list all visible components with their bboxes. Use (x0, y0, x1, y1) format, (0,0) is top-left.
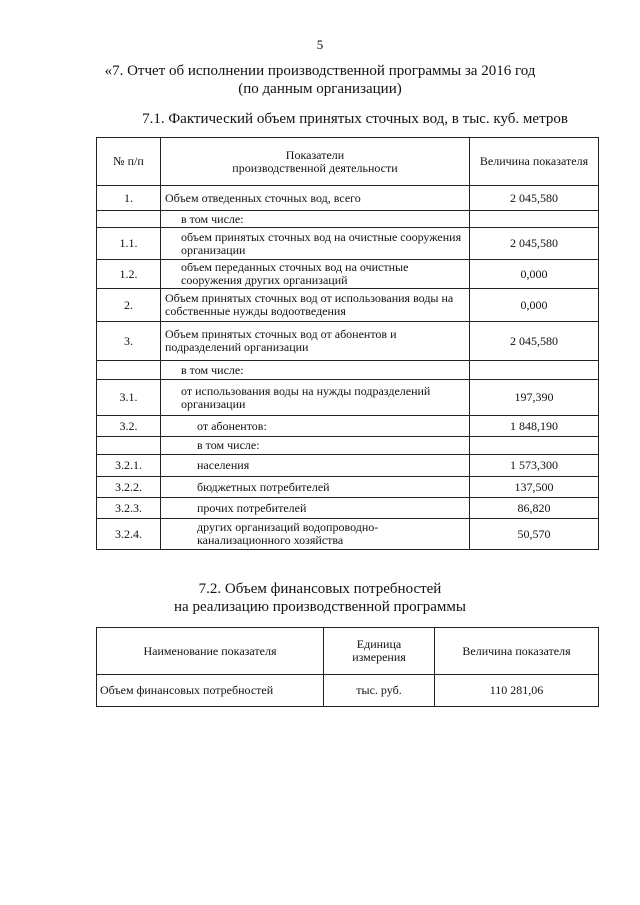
wastewater-volume-table (96, 137, 599, 550)
row-num (97, 437, 161, 455)
table-row (97, 416, 599, 437)
row-value: 1 573,300 (470, 455, 599, 477)
row-value (470, 211, 599, 228)
row-value: 50,570 (470, 519, 599, 550)
row-value (470, 361, 599, 380)
table-row (97, 455, 599, 477)
row-num: 3.2.2. (97, 477, 161, 498)
row-value: 2 045,580 (470, 322, 599, 361)
header-unit-line2: измерения (352, 650, 406, 664)
table-row (97, 289, 599, 322)
row-name: в том числе: (161, 211, 470, 228)
row-num: 3.2.4. (97, 519, 161, 550)
row-value: 86,820 (470, 498, 599, 519)
row-value: 110 281,06 (435, 675, 599, 707)
row-num: 3.2. (97, 416, 161, 437)
table-row (97, 186, 599, 211)
row-name: в том числе: (161, 437, 470, 455)
header-indicator-name: Наименование показателя (97, 628, 324, 675)
row-value: 137,500 (470, 477, 599, 498)
row-value: 1 848,190 (470, 416, 599, 437)
row-value: 2 045,580 (470, 186, 599, 211)
table-row (97, 519, 599, 550)
row-num: 3.1. (97, 380, 161, 416)
financial-needs-table (96, 627, 599, 707)
table-header-row (97, 628, 599, 675)
row-num (97, 361, 161, 380)
row-name: других организаций водопроводно-канализационного хозяйства (161, 519, 470, 550)
table-row (97, 228, 599, 260)
row-name: бюджетных потребителей (161, 477, 470, 498)
table-row (97, 477, 599, 498)
row-name: в том числе: (161, 361, 470, 380)
section-7-subtitle: (по данным организации) (238, 81, 402, 97)
table-row (97, 322, 599, 361)
header-value: Величина показателя (435, 628, 599, 675)
section-7-2-title: 7.2. Объем финансовых потребностей (198, 581, 442, 597)
table-row (97, 361, 599, 380)
table-row (97, 211, 599, 228)
row-num: 3. (97, 322, 161, 361)
section-7-title: «7. Отчет об исполнении производственной программы за 2016 год (104, 63, 536, 79)
table-row (97, 437, 599, 455)
row-name: Объем отведенных сточных вод, всего (161, 186, 470, 211)
row-name: от использования воды на нужды подразделений организации (161, 380, 470, 416)
table-row (97, 498, 599, 519)
header-indicators (161, 138, 470, 186)
header-unit-line1: Единица (356, 637, 402, 651)
table-row (97, 675, 599, 707)
row-num: 1.2. (97, 260, 161, 289)
row-name: прочих потребителей (161, 498, 470, 519)
header-indicators-line2: производственной деятельности (232, 160, 398, 175)
row-unit: тыс. руб. (324, 675, 435, 707)
section-7-2-subtitle: на реализацию производственной программы (174, 599, 466, 615)
table-row (97, 260, 599, 289)
header-indicators-line1: Показатели (285, 147, 345, 162)
row-name: Объем финансовых потребностей (97, 675, 324, 707)
row-name: объем переданных сточных вод на очистные сооружения других организаций (161, 260, 470, 289)
table-header-row (97, 138, 599, 186)
row-num: 1.1. (97, 228, 161, 260)
row-value (470, 437, 599, 455)
page-number: 5 (316, 37, 324, 52)
row-num: 1. (97, 186, 161, 211)
row-num: 3.2.1. (97, 455, 161, 477)
row-name: населения (161, 455, 470, 477)
row-value: 197,390 (470, 380, 599, 416)
row-value: 0,000 (470, 289, 599, 322)
row-num (97, 211, 161, 228)
header-num: № п/п (97, 138, 161, 186)
table-row (97, 380, 599, 416)
row-num: 3.2.3. (97, 498, 161, 519)
row-name: Объем принятых сточных вод от абонентов и подразделений организации (161, 322, 470, 361)
row-value: 2 045,580 (470, 228, 599, 260)
row-value: 0,000 (470, 260, 599, 289)
header-value: Величина показателя (470, 138, 599, 186)
header-unit (324, 628, 435, 675)
row-name: Объем принятых сточных вод от использования воды на собственные нужды водоотведения (161, 289, 470, 322)
row-num: 2. (97, 289, 161, 322)
row-name: от абонентов: (161, 416, 470, 437)
row-name: объем принятых сточных вод на очистные сооружения организации (161, 228, 470, 260)
section-7-1-title: 7.1. Фактический объем принятых сточных вод, в тыс. куб. метров (142, 111, 568, 127)
